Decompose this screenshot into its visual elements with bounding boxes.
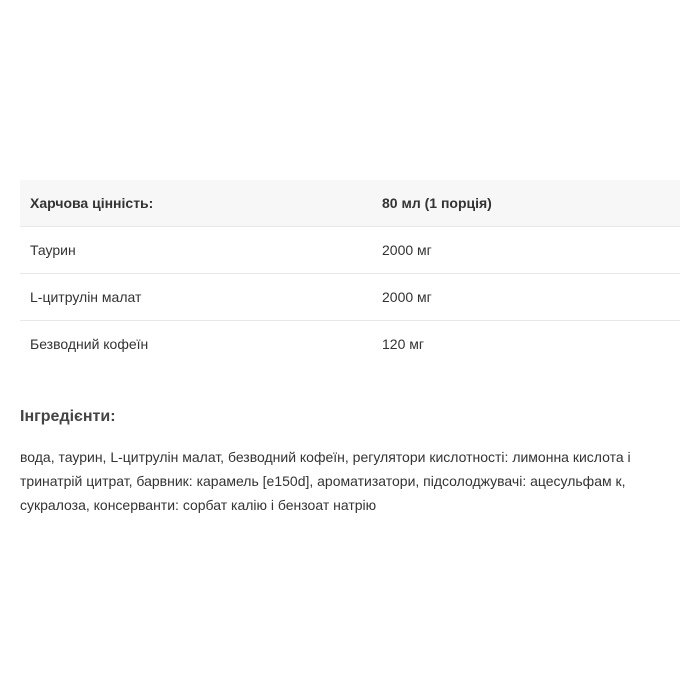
table-row [20, 274, 680, 321]
ingredients-text: вода, таурин, L-цитрулін малат, безводний кофеїн, регулятори кислотності: лимонна кислота і тринатрій цитрат, барвник: карамель [е150d], ароматизатори, підсолоджувачі: ацесульфам к, сукралоза, консерванти: сорбат калію і бензоат натрію [20, 449, 631, 513]
table-row [20, 227, 680, 274]
nutrient-name: Безводний кофеїн [30, 336, 149, 352]
ingredients-heading: Інгредієнти: [20, 408, 116, 425]
nutrition-header-label: Харчова цінність: [20, 180, 372, 227]
nutrient-name: Таурин [20, 227, 372, 274]
nutrient-name: L-цитрулін малат [20, 274, 372, 321]
nutrient-amount: 120 мг [382, 336, 424, 352]
table-row [20, 321, 680, 368]
nutrition-header-row [20, 180, 680, 227]
product-info [20, 180, 680, 517]
nutrient-amount: 2000 мг [372, 274, 680, 321]
nutrition-header-value: 80 мл (1 порція) [372, 180, 680, 227]
nutrition-table [20, 180, 680, 367]
nutrient-amount: 2000 мг [372, 227, 680, 274]
